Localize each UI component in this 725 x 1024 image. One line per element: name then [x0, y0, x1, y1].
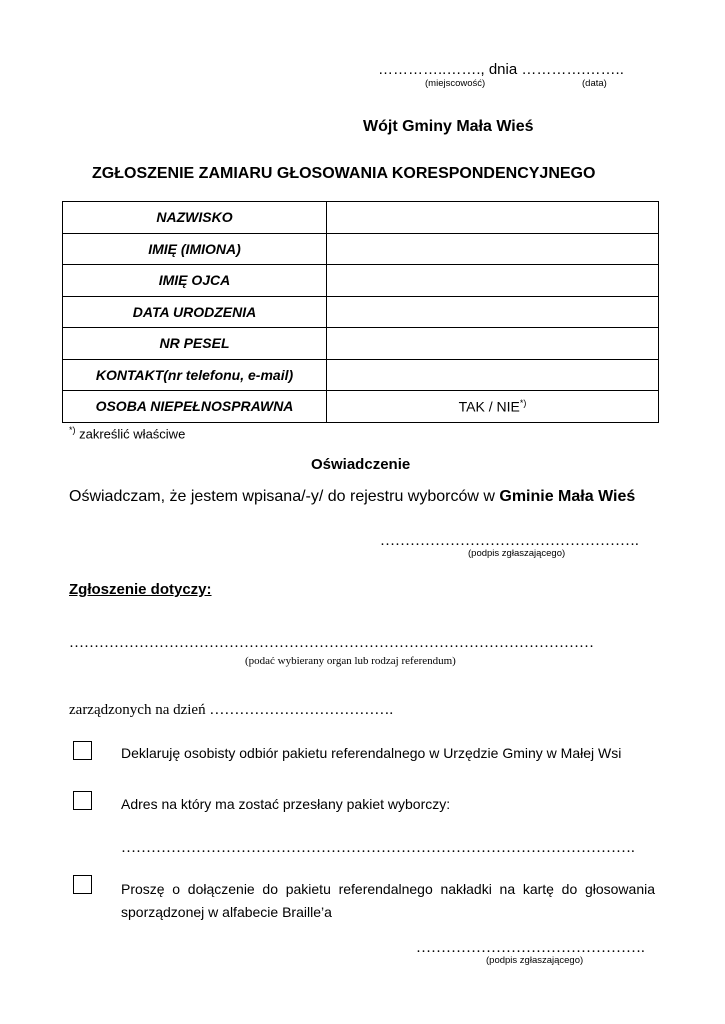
declaration-text-start: Oświadczam, że jestem wpisana/-y/ do rejestru wyborców w	[69, 488, 500, 505]
table-row	[63, 233, 659, 265]
final-signature-label: (podpis zgłaszającego)	[486, 955, 584, 966]
address-line[interactable]: ………………………………………………………………………………………….	[121, 840, 635, 856]
checkbox-mailing-address[interactable]	[73, 791, 92, 810]
yes-no-value: TAK / NIE	[458, 398, 520, 415]
footnote	[69, 425, 185, 441]
place-date-line: …………..……., dnia ………….……..	[378, 61, 624, 78]
organ-label: (podać wybierany organ lub rodzaj referendum)	[245, 655, 456, 667]
declaration-heading: Oświadczenie	[311, 456, 411, 473]
table-row	[63, 265, 659, 297]
checkbox-braille-overlay[interactable]	[73, 875, 92, 894]
date-label: (data)	[582, 78, 607, 89]
final-signature-line: ……………………………………….	[416, 940, 645, 956]
option-braille-line2: sporządzonej w alfabecie Braille’a	[121, 904, 332, 920]
table-row	[63, 359, 659, 391]
row-label-birth-date: DATA URODZENIA	[63, 296, 327, 328]
declaration-municipality: Gminie Mała Wieś	[499, 488, 636, 505]
option-braille-line1: Proszę o dołączenie do pakietu referendalnego nakładki na kartę do głosowania	[121, 881, 655, 897]
row-label-contact: KONTAKT(nr telefonu, e-mail)	[63, 359, 327, 391]
declaration-signature-line: …………………………………………….	[380, 533, 639, 549]
row-label-father-name: IMIĘ OJCA	[63, 265, 327, 297]
declaration-signature-label: (podpis zgłaszającego)	[468, 548, 566, 559]
row-label-disabled: OSOBA NIEPEŁNOSPRAWNA	[63, 391, 327, 423]
footnote-text: zakreślić właściwe	[75, 426, 186, 442]
page-title: ZGŁOSZENIE ZAMIARU GŁOSOWANIA KORESPONDENCYJNEGO	[92, 165, 596, 182]
table-row	[63, 202, 659, 234]
option-mailing-address: Adres na który ma zostać przesłany pakiet wyborczy:	[121, 796, 451, 812]
row-value-birth-date[interactable]	[327, 296, 659, 328]
row-value-contact[interactable]	[327, 359, 659, 391]
row-value-disabled[interactable]	[327, 391, 659, 423]
concerns-heading: Zgłoszenie dotyczy:	[69, 581, 212, 598]
table-row	[63, 328, 659, 360]
row-value-father-name[interactable]	[327, 265, 659, 297]
row-label-first-names: IMIĘ (IMIONA)	[63, 233, 327, 265]
declaration-text	[69, 488, 635, 506]
table-row	[63, 391, 659, 423]
footnote-mark: *)	[519, 397, 527, 408]
checkbox-personal-pickup[interactable]	[73, 741, 92, 760]
footnote-mark: *)	[69, 425, 76, 435]
row-label-surname: NAZWISKO	[63, 202, 327, 234]
row-value-surname[interactable]	[327, 202, 659, 234]
addressee: Wójt Gminy Mała Wieś	[363, 118, 534, 135]
referendum-date-line[interactable]: zarządzonych na dzień ……………………………….	[69, 702, 394, 718]
row-label-pesel: NR PESEL	[63, 328, 327, 360]
row-value-first-names[interactable]	[327, 233, 659, 265]
place-label: (miejscowość)	[425, 78, 486, 89]
personal-data-table	[62, 201, 659, 423]
option-personal-pickup: Deklaruję osobisty odbiór pakietu referendalnego w Urzędzie Gminy w Małej Wsi	[121, 745, 622, 761]
row-value-pesel[interactable]	[327, 328, 659, 360]
table-row	[63, 296, 659, 328]
organ-line[interactable]: ……………………………………………………………………………………………	[69, 635, 594, 651]
